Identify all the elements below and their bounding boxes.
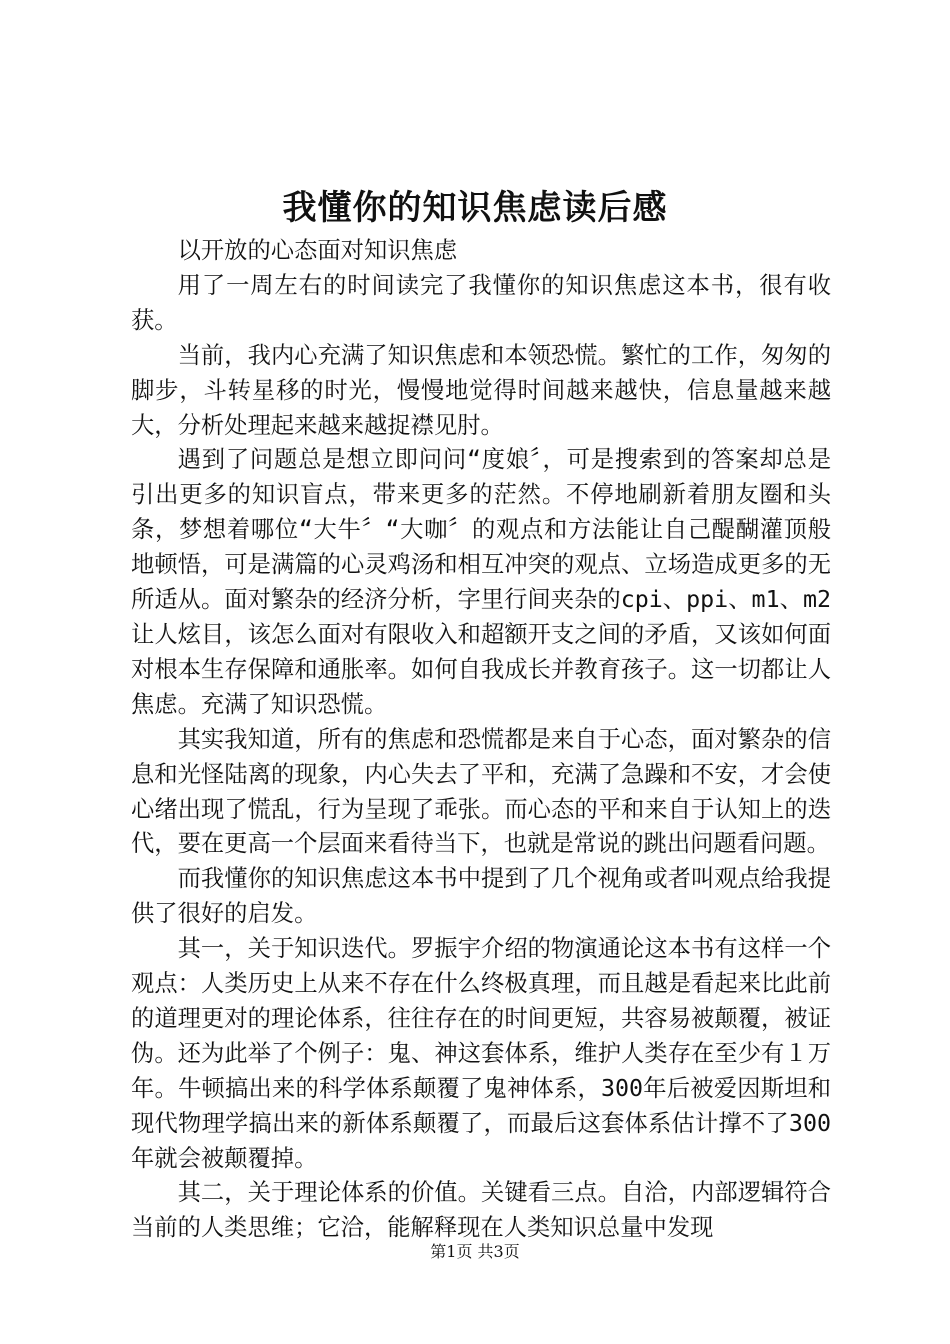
paragraph: 遇到了问题总是想立即问问“度娘〞，可是搜索到的答案却总是引出更多的知识盲点，带来更多的茫然。不停地刷新着朋友圈和头条，梦想着哪位“大牛〞“大咖〞的观点和方法能让自己醍醐灌顶般地顿悟，可是满篇的心灵鸡汤和相互冲突的观点、立场造成更多的无所适从。面对繁杂的经济分析，字里行间夹杂的cpi、ppi、m1、m2让人炫目，该怎么面对有限收入和超额开支之间的矛盾，又该如何面对根本生存保障和通胀率。如何自我成长并教育孩子。这一切都让人焦虑。充满了知识恐慌。 [131, 446, 831, 718]
paragraph: 其实我知道，所有的焦虑和恐慌都是来自于心态，面对繁杂的信息和光怪陆离的现象，内心失去了平和，充满了急躁和不安，才会使心绪出现了慌乱，行为呈现了乖张。而心态的平和来自于认知上的迭代，要在更高一个层面来看待当下，也就是常说的跳出问题看问题。 [131, 725, 831, 858]
paragraph: 而我懂你的知识焦虑这本书中提到了几个视角或者叫观点给我提供了很好的启发。 [131, 865, 831, 928]
paragraph: 当前，我内心充满了知识焦虑和本领恐慌。繁忙的工作，匆匆的脚步，斗转星移的时光，慢慢地觉得时间越来越快，信息量越来越大，分析处理起来越来越捉襟见肘。 [131, 341, 831, 439]
paragraph: 其一，关于知识迭代。罗振宇介绍的物演通论这本书有这样一个观点：人类历史上从来不存在什么终极真理，而且越是看起来比此前的道理更对的理论体系，往往存在的时间更短，共容易被颠覆，被证伪。还为此举了个例子：鬼、神这套体系，维护人类存在至少有１万年。牛顿搞出来的科学体系颠覆了鬼神体系，300年后被爱因斯坦和现代物理学搞出来的新体系颠覆了，而最后这套体系估计撑不了300年就会被颠覆掉。 [131, 935, 831, 1172]
paragraph: 其二，关于理论体系的价值。关键看三点。自洽，内部逻辑符合当前的人类思维；它洽，能解释现在人类知识总量中发现 [131, 1179, 831, 1242]
paragraph: 用了一周左右的时间读完了我懂你的知识焦虑这本书，很有收获。 [131, 271, 831, 334]
page-footer: 第1页 共3页 [430, 1242, 520, 1261]
document-body [131, 234, 831, 1246]
document-title: 我懂你的知识焦虑读后感 [282, 188, 668, 228]
paragraph: 以开放的心态面对知识焦虑 [177, 237, 458, 264]
